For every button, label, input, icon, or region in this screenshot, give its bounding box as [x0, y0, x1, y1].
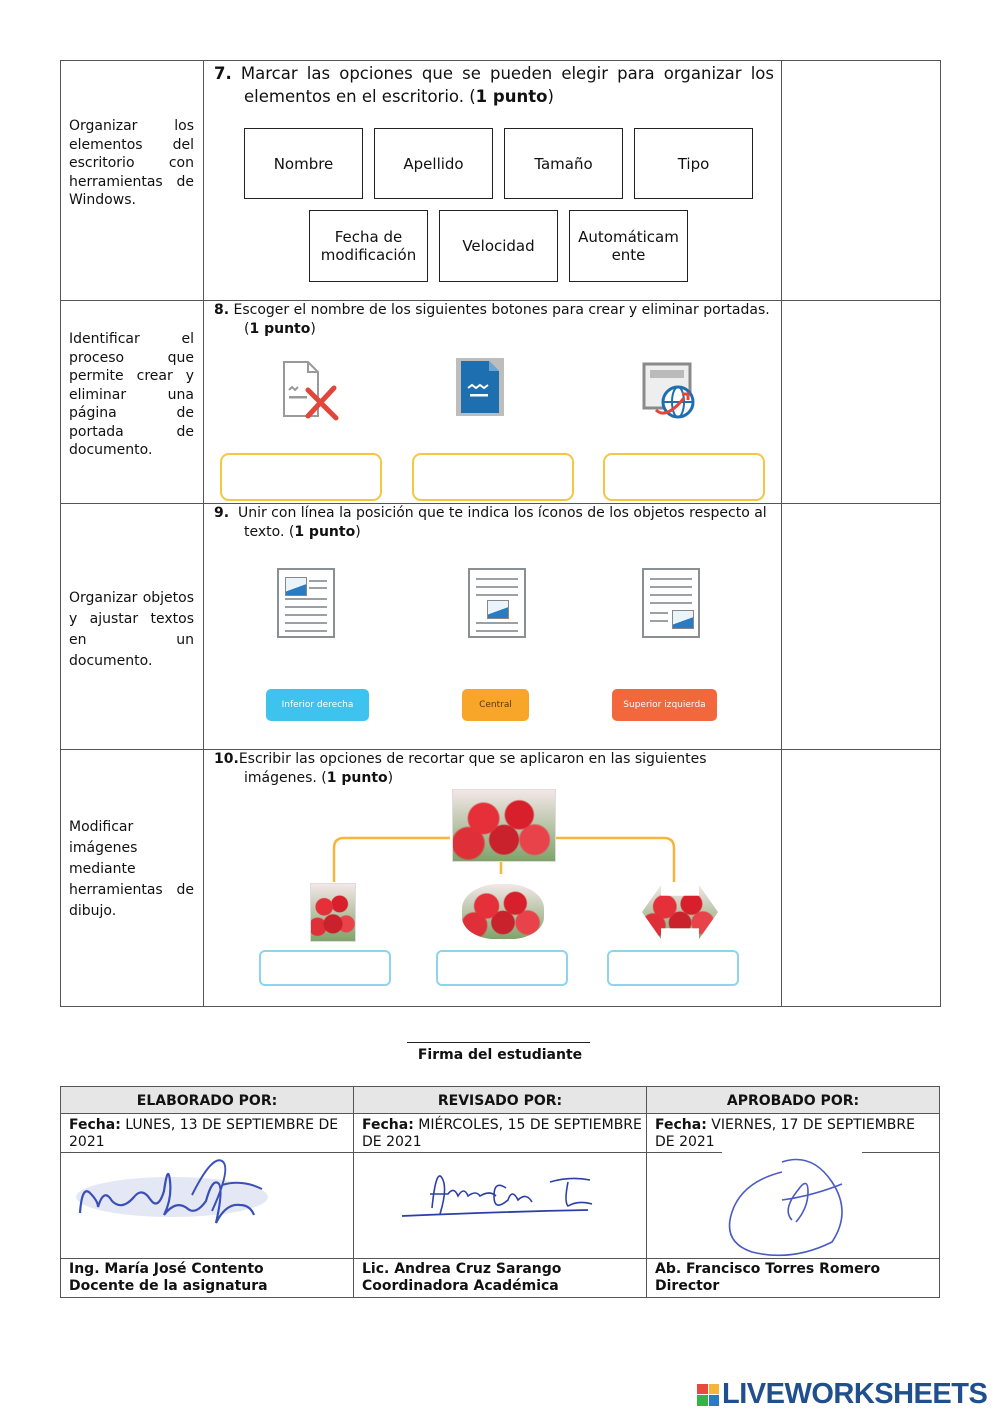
header-elaborado: ELABORADO POR:	[136, 1093, 278, 1109]
document-image-bottom-right-icon	[642, 568, 700, 638]
approver-role: Docente de la asignatura	[69, 1278, 268, 1294]
approver-elaborado	[69, 1261, 349, 1295]
signature-maria-jose-contento	[72, 1155, 277, 1230]
cover-page-online-icon	[642, 362, 700, 420]
document-image-center-icon	[468, 568, 526, 638]
answer-input-cover-online[interactable]	[603, 453, 765, 501]
logo-text: LIVEWORKSHEETS	[722, 1378, 988, 1410]
signature-francisco-torres	[722, 1150, 867, 1260]
answer-input-crop-3[interactable]	[607, 950, 739, 986]
approver-aprobado	[655, 1261, 935, 1295]
original-tulip-image	[452, 789, 556, 862]
answer-input-crop-1[interactable]	[259, 950, 391, 986]
remove-cover-page-icon	[280, 360, 342, 422]
question-number: 10.	[214, 751, 239, 767]
score-cell	[781, 300, 941, 504]
approver-role: Director	[655, 1278, 720, 1294]
header-aprobado: APROBADO POR:	[726, 1093, 860, 1109]
score-cell	[781, 503, 941, 750]
paren: )	[310, 321, 316, 337]
question-text: Escoger el nombre de los siguientes botones para crear y eliminar portadas. (	[233, 302, 770, 337]
question-text: Marcar las opciones que se pueden elegir para organizar los elementos en el escritorio. (	[240, 64, 774, 106]
label-central[interactable]: Central	[462, 689, 529, 721]
question-number: 9.	[214, 505, 230, 521]
question-points: 1 punto	[249, 321, 311, 337]
label-inferior-derecha[interactable]: Inferior derecha	[266, 689, 369, 721]
cropped-tulip-image	[310, 883, 356, 942]
approver-revisado	[362, 1261, 642, 1295]
paren: )	[355, 524, 361, 540]
question-text: Escribir las opciones de recortar que se aplicaron en las siguientes imágenes. (	[238, 751, 707, 786]
option-apellido[interactable]: Apellido	[374, 128, 493, 199]
paren: )	[387, 770, 394, 786]
option-nombre[interactable]: Nombre	[244, 128, 363, 199]
date-value: MIÉRCOLES, 15 DE SEPTIEMBRE DE 2021	[362, 1117, 642, 1150]
question-10	[214, 750, 774, 788]
student-signature-label: Firma del estudiante	[417, 1047, 583, 1063]
date-elaborado	[69, 1117, 349, 1151]
option-tipo[interactable]: Tipo	[634, 128, 753, 199]
question-7	[214, 62, 774, 108]
label-superior-izquierda[interactable]: Superior izquierda	[612, 689, 717, 721]
date-label: Fecha:	[69, 1117, 121, 1133]
question-9	[214, 504, 774, 542]
liveworksheets-logo[interactable]	[697, 1378, 987, 1411]
approver-name: Ab. Francisco Torres Romero	[655, 1261, 881, 1277]
score-cell	[781, 60, 941, 301]
logo-badge-icon	[697, 1384, 719, 1406]
question-number: 8.	[214, 302, 230, 318]
question-points: 1 punto	[294, 524, 356, 540]
objective-text: Organizar los elementos del escritorio con herramientas de Windows.	[69, 118, 194, 208]
signature-line	[407, 1042, 590, 1043]
paren: )	[547, 87, 554, 106]
cloud-shape-tulip-image	[462, 884, 544, 939]
approver-role: Coordinadora Académica	[362, 1278, 559, 1294]
date-label: Fecha:	[362, 1117, 414, 1133]
option-tamano[interactable]: Tamaño	[504, 128, 623, 199]
approver-name: Lic. Andrea Cruz Sarango	[362, 1261, 562, 1277]
objective-text: Organizar objetos y ajustar textos en un documento.	[69, 590, 194, 669]
cover-page-icon	[456, 358, 504, 416]
date-aprobado	[655, 1117, 935, 1151]
option-fecha-modificacion[interactable]: Fecha de modificación	[309, 210, 428, 282]
objective-text: Modificar imágenes mediante herramientas de dibujo.	[69, 819, 194, 919]
question-number: 7.	[214, 64, 232, 83]
question-points: 1 punto	[326, 770, 388, 786]
question-text: Unir con línea la posición que te indica los íconos de los objetos respecto al texto. (	[237, 505, 767, 540]
date-value: VIERNES, 17 DE SEPTIEMBRE DE 2021	[655, 1117, 915, 1150]
date-revisado	[362, 1117, 642, 1151]
question-8	[214, 301, 774, 339]
approver-name: Ing. María José Contento	[69, 1261, 264, 1277]
question-points: 1 punto	[475, 87, 548, 106]
date-label: Fecha:	[655, 1117, 707, 1133]
score-cell	[781, 749, 941, 1007]
document-image-top-left-icon	[277, 568, 335, 638]
signature-andrea-cruz	[400, 1160, 600, 1250]
option-automaticamente[interactable]: Automáticamente	[569, 210, 688, 282]
header-revisado: REVISADO POR:	[437, 1093, 563, 1109]
objective-text: Identificar el proceso que permite crear y eliminar una página de portada de documento.	[69, 331, 194, 458]
answer-input-remove-cover[interactable]	[220, 453, 382, 501]
date-value: LUNES, 13 DE SEPTIEMBRE DE 2021	[69, 1117, 339, 1150]
option-velocidad[interactable]: Velocidad	[439, 210, 558, 282]
answer-input-crop-2[interactable]	[436, 950, 568, 986]
answer-input-cover-page[interactable]	[412, 453, 574, 501]
